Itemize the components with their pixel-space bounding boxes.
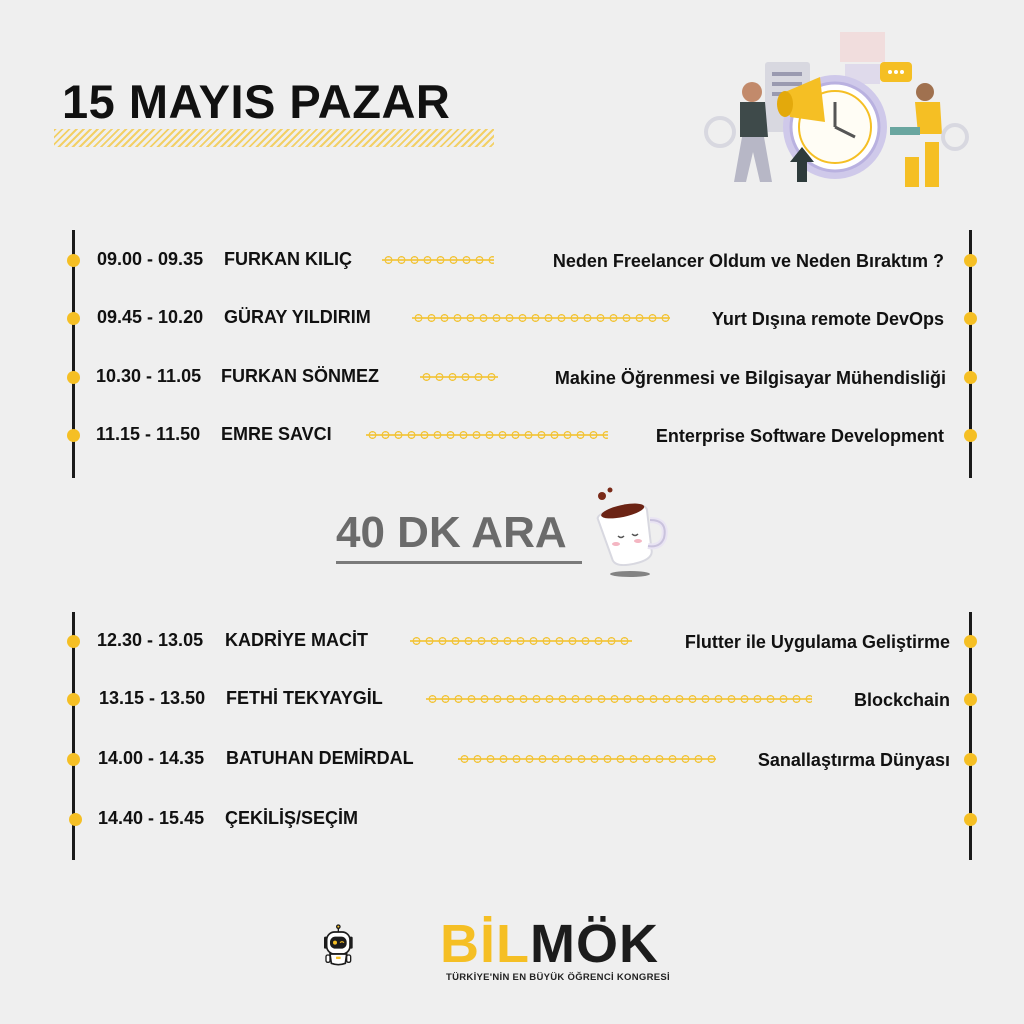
coffee-mug-icon xyxy=(590,486,674,578)
robot-mascot-logo xyxy=(320,880,440,1010)
brand-slogan: TÜRKİYE'NİN EN BÜYÜK ÖĞRENCİ KONGRESİ xyxy=(446,972,670,983)
schedule-row xyxy=(60,421,990,451)
session-topic: Yurt Dışına remote DevOps xyxy=(711,309,944,329)
schedule-row xyxy=(60,363,990,393)
chain-connector xyxy=(382,255,494,265)
timeline-dot xyxy=(67,371,80,384)
brand-name xyxy=(440,913,659,975)
timeline-dot xyxy=(67,312,80,325)
chain-connector xyxy=(412,313,670,323)
timeline-dot xyxy=(964,429,977,442)
session-time: 11.15 - 11.50 xyxy=(96,424,201,444)
timeline-dot xyxy=(67,753,80,766)
afternoon-schedule xyxy=(60,612,990,860)
break-banner xyxy=(336,508,567,558)
session-topic: Sanallaştırma Dünyası xyxy=(757,750,950,770)
session-topic: Flutter ile Uygulama Geliştirme xyxy=(684,632,950,652)
timeline-dot xyxy=(964,753,977,766)
session-speaker: FURKAN SÖNMEZ xyxy=(221,366,379,386)
chain-connector xyxy=(410,636,632,646)
chain-connector xyxy=(366,430,608,440)
schedule-row xyxy=(60,685,990,715)
timeline-dot xyxy=(964,312,977,325)
timeline-dot xyxy=(964,693,977,706)
timeline-dot xyxy=(964,254,977,267)
session-time: 13.15 - 13.50 xyxy=(99,688,206,708)
session-speaker: GÜRAY YILDIRIM xyxy=(224,307,371,327)
session-speaker: BATUHAN DEMİRDAL xyxy=(226,748,414,768)
brand-name-part2: MÖK xyxy=(530,914,659,974)
session-speaker: FURKAN KILIÇ xyxy=(224,249,352,269)
timeline-dot xyxy=(67,429,80,442)
schedule-row xyxy=(60,745,990,775)
session-speaker: ÇEKİLİŞ/SEÇİM xyxy=(225,808,359,828)
session-time: 14.40 - 15.45 xyxy=(98,808,205,828)
session-speaker: FETHİ TEKYAYGİL xyxy=(226,688,383,708)
session-speaker: EMRE SAVCI xyxy=(221,424,332,444)
timeline-dot xyxy=(69,813,82,826)
schedule-row xyxy=(60,304,990,334)
time-management-illustration xyxy=(690,22,980,202)
timeline-dot xyxy=(964,371,977,384)
session-time: 09.00 - 09.35 xyxy=(97,249,204,269)
schedule-row xyxy=(60,805,990,835)
timeline-dot xyxy=(67,693,80,706)
morning-schedule xyxy=(60,230,990,478)
session-topic: Neden Freelancer Oldum ve Neden Bıraktım ? xyxy=(552,251,944,271)
timeline-dot xyxy=(964,635,977,648)
session-topic: Blockchain xyxy=(853,690,950,710)
break-label: 40 DK ARA xyxy=(336,508,567,557)
session-topic: Makine Öğrenmesi ve Bilgisayar Mühendisliği xyxy=(554,368,946,388)
session-speaker: KADRİYE MACİT xyxy=(225,630,368,650)
schedule-row xyxy=(60,627,990,657)
session-time: 14.00 - 14.35 xyxy=(98,748,205,768)
session-time: 12.30 - 13.05 xyxy=(97,630,204,650)
brand-name-part1: BİL xyxy=(440,914,530,974)
timeline-dot xyxy=(964,813,977,826)
timeline-dot xyxy=(67,254,80,267)
schedule-row xyxy=(60,246,990,276)
chain-connector xyxy=(458,754,716,764)
title-underline-decoration xyxy=(54,129,494,147)
page-title: 15 MAYIS PAZAR xyxy=(62,75,451,128)
session-time: 09.45 - 10.20 xyxy=(97,307,204,327)
session-time: 10.30 - 11.05 xyxy=(96,366,202,386)
chain-connector xyxy=(426,694,812,704)
break-underline xyxy=(336,561,582,564)
timeline-dot xyxy=(67,635,80,648)
session-topic: Enterprise Software Development xyxy=(655,426,944,446)
chain-connector xyxy=(420,372,498,382)
